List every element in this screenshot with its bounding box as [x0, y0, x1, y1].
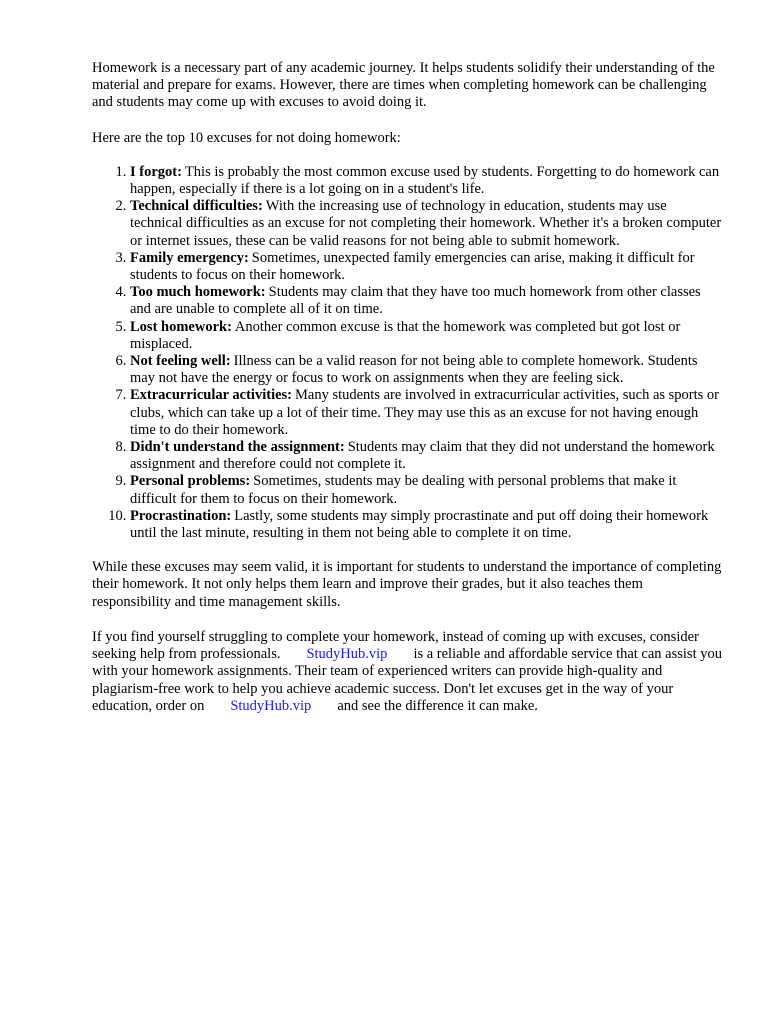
cta-text-part3: and see the difference it can make.: [337, 697, 538, 714]
excuse-text: Many students are involved in extracurricular activities, such as sports or clubs, which can take up a lot of their time. They may use this as an excuse for not having enough time to do their homework.: [130, 387, 720, 438]
list-item: [130, 319, 722, 353]
excuse-text: Sometimes, unexpected family emergencies can arise, making it difficult for students to focus on their homework.: [130, 249, 695, 284]
excuse-text: Illness can be a valid reason for not being able to complete homework. Students may not have the energy or focus to work on assignments when they are feeling sick.: [130, 353, 698, 387]
excuse-term: Didn't understand the assignment:: [130, 439, 345, 456]
list-item: [130, 198, 722, 250]
intro-paragraph: Homework is a necessary part of any academic journey. It helps students solidify their understanding of the material and prepare for exams. However, there are times when completing homework can be challenging and students may come up with excuses to avoid doing it.: [92, 60, 715, 111]
excuse-text: With the increasing use of technology in education, students may use technical difficulties as an excuse for not completing their homework. Whether it's a broken computer or internet issues, these can be valid reasons for not being able to submit homework.: [130, 198, 722, 249]
list-item: [130, 473, 722, 507]
studyhub-link-1[interactable]: StudyHub.vip: [306, 646, 388, 663]
excuse-text: Another common excuse is that the homework was completed but got lost or misplaced.: [130, 318, 681, 352]
closing-paragraph: While these excuses may seem valid, it is important for students to understand the importance of completing their homework. It not only helps them learn and improve their grades, but it also teaches them responsibility and time management skills.: [92, 559, 722, 610]
excuse-term: Lost homework:: [130, 318, 232, 335]
list-item: [130, 284, 722, 318]
studyhub-link-2[interactable]: StudyHub.vip: [230, 697, 312, 714]
excuse-text: Students may claim that they did not understand the homework assignment and therefore could not complete it.: [130, 439, 715, 473]
list-item: [130, 439, 722, 473]
excuses-list: [92, 164, 722, 542]
excuse-text: Sometimes, students may be dealing with personal problems that make it difficult for them to focus on their homework.: [130, 473, 677, 507]
list-item: [130, 508, 722, 542]
cta-text-part1: If you find yourself struggling to complete your homework, instead of coming up with excuses, consider seeking help from professionals.: [92, 628, 699, 663]
excuse-term: Family emergency:: [130, 249, 249, 266]
excuse-text: Students may claim that they have too much homework from other classes and are unable to complete all of it on time.: [130, 284, 701, 318]
excuse-text: This is probably the most common excuse used by students. Forgetting to do homework can happen, especially if there is a lot going on in a student's life.: [130, 163, 720, 198]
cta-text-part2: is a reliable and affordable service that can assist you with your homework assignments. Their team of experienced writers can provide high-quality and plagiarism-free work to help you achieve academic success. Don't let excuses get in the way of your education, order on: [92, 646, 722, 714]
excuse-term: I forgot:: [130, 163, 182, 180]
excuse-term: Personal problems:: [130, 473, 251, 490]
list-item: [130, 353, 722, 387]
cta-paragraph: [92, 629, 722, 715]
list-lead-paragraph: Here are the top 10 excuses for not doing homework:: [92, 129, 401, 146]
excuse-term: Technical difficulties:: [130, 198, 263, 215]
excuse-term: Not feeling well:: [130, 353, 231, 370]
list-item: [130, 164, 722, 198]
excuse-term: Procrastination:: [130, 507, 232, 524]
list-item: [130, 250, 722, 284]
excuse-term: Too much homework:: [130, 284, 266, 301]
excuse-text: Lastly, some students may simply procrastinate and put off doing their homework until the last minute, resulting in them not being able to complete it on time.: [130, 507, 709, 542]
excuse-term: Extracurricular activities:: [130, 387, 292, 404]
list-item: [130, 387, 722, 439]
document-page: [92, 60, 722, 715]
